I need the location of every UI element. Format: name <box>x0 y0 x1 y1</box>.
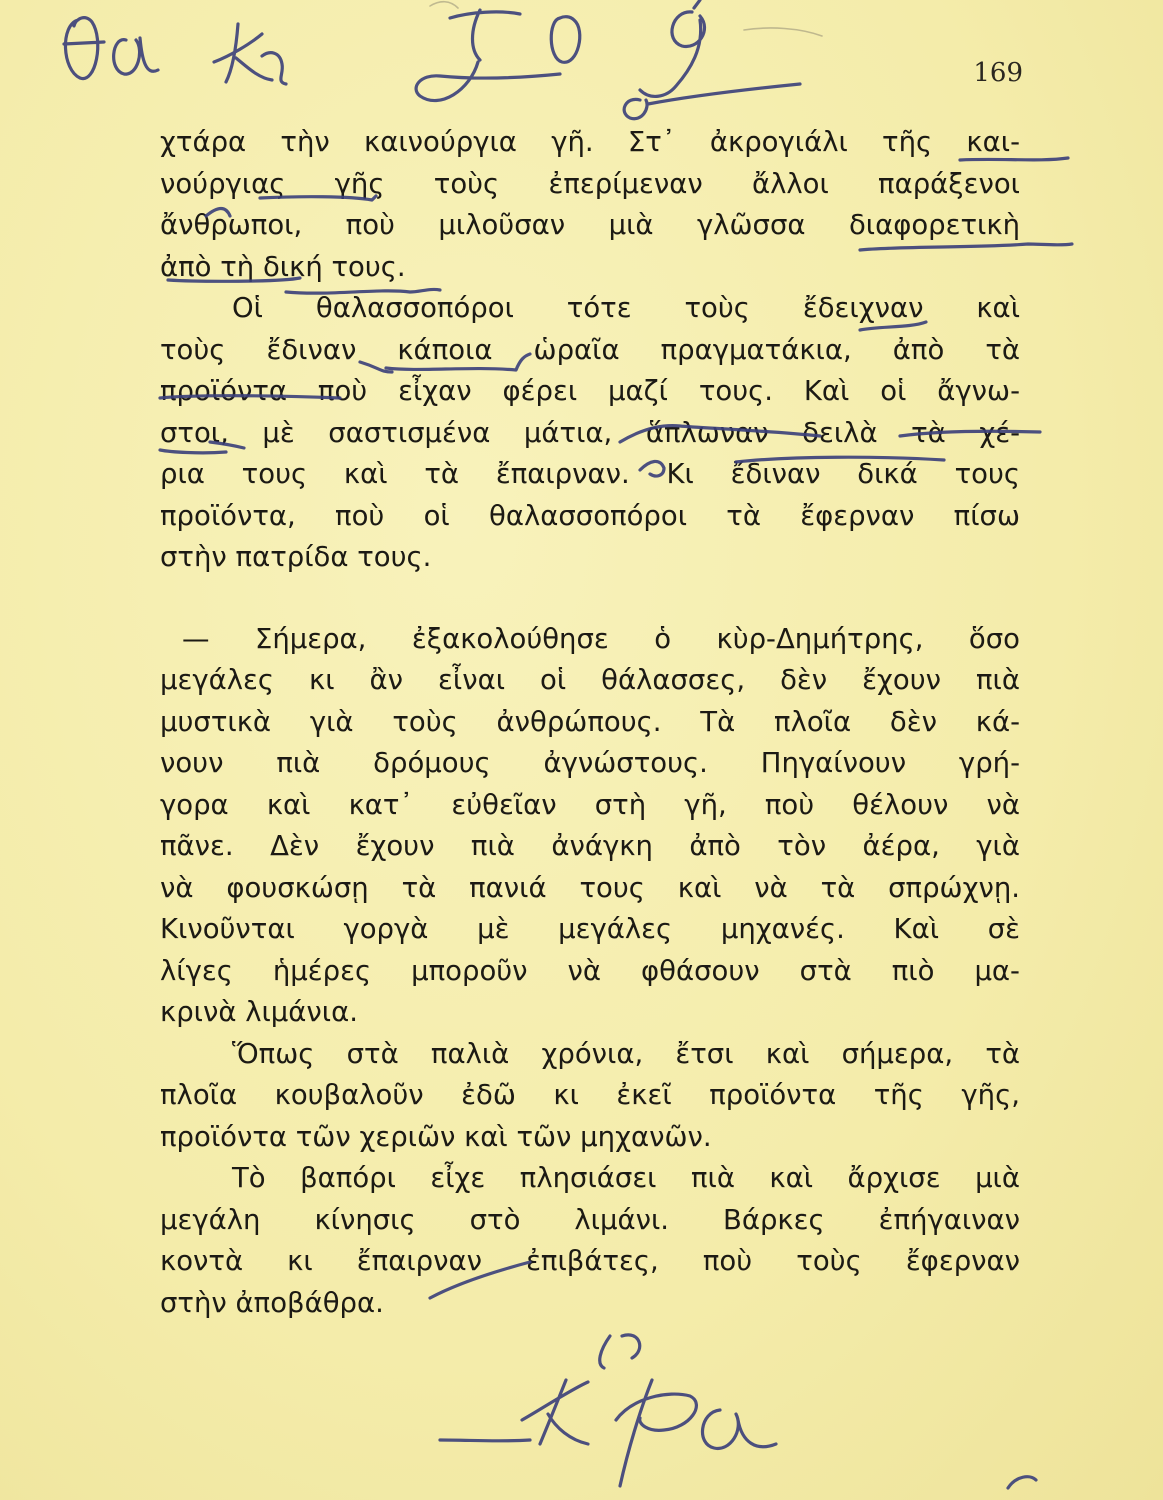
paragraph <box>160 1158 1020 1324</box>
handwriting-mark <box>616 1380 696 1486</box>
handwriting-mark <box>1008 1477 1036 1488</box>
text-line: — Σήμερα, ἐξακολούθησε ὁ κὺρ-Δημήτρης, ὅσο <box>182 622 1020 655</box>
text-line: μυστικὰ γιὰ τοὺς ἀνθρώπους. Τὰ πλοῖα δὲν κά- <box>160 705 1020 738</box>
handwriting-mark <box>262 53 286 84</box>
handwriting-mark <box>640 12 705 96</box>
text-line: κρινὰ λιμάνια. <box>160 996 358 1028</box>
text-line: μεγάλη κίνησις στὸ λιμάνι. Βάρκες ἐπήγαιναν <box>160 1203 1020 1236</box>
text-line: προϊόντα ποὺ εἶχαν φέρει μαζί τους. Καὶ οἱ ἄγνω- <box>160 375 1020 407</box>
paragraph <box>160 1034 1020 1159</box>
text-line: Οἱ θαλασσοπόροι τότε τοὺς ἔδειχναν καὶ <box>232 292 1020 324</box>
text-line: νουν πιὰ δρόμους ἀγνώστους. Πηγαίνουν γρή- <box>160 747 1020 779</box>
text-line: στὴν ἀποβάθρα. <box>160 1286 384 1319</box>
handwriting-mark <box>624 84 800 119</box>
text-line: προϊόντα τῶν χεριῶν καὶ τῶν μηχανῶν. <box>160 1120 712 1153</box>
text-line: Κινοῦνται γοργὰ μὲ μεγάλες μηχανές. Καὶ σὲ <box>160 913 1020 945</box>
text-line: χτάρα τὴν καινούργια γῆ. Στ᾿ ἀκρογιάλι τῆς και- <box>160 126 1020 158</box>
text-line: νὰ φουσκώσῃ τὰ πανιά τους καὶ νὰ τὰ σπρώχνῃ. <box>160 871 1020 904</box>
text-line: στοι, μὲ σαστισμένα μάτια, ἅπλωναν δειλὰ τὰ χέ- <box>160 416 1020 449</box>
text-line: ἀπὸ τὴ δική τους. <box>160 250 406 283</box>
handwriting-mark <box>114 38 158 74</box>
text-line: γορα καὶ κατ᾿ εὐθεῖαν στὴ γῆ, ποὺ θέλουν νὰ <box>160 788 1020 821</box>
text-line: πλοῖα κουβαλοῦν ἐδῶ κι ἐκεῖ προϊόντα τῆς γῆς, <box>160 1079 1020 1111</box>
text-line: Τὸ βαπόρι εἶχε πλησιάσει πιὰ καὶ ἄρχισε μιὰ <box>232 1162 1020 1194</box>
handwriting-mark <box>600 1335 640 1368</box>
handwriting-mark <box>703 1410 776 1448</box>
text-line: κοντὰ κι ἔπαιρναν ἐπιβάτες, ποὺ τοὺς ἔφερναν <box>160 1245 1020 1277</box>
page-number: 169 <box>973 58 1023 88</box>
text-line: προϊόντα, ποὺ οἱ θαλασσοπόροι τὰ ἔφερναν πίσω <box>160 499 1020 532</box>
handwriting-mark <box>522 1380 588 1444</box>
paragraph <box>160 619 1020 1034</box>
text-line: ἄνθρωποι, ποὺ μιλοῦσαν μιὰ γλῶσσα διαφορετικὴ <box>160 209 1020 241</box>
handwriting-mark <box>440 1440 530 1441</box>
text-line: ρια τους καὶ τὰ ἔπαιρναν. Κι ἔδιναν δικά τους <box>160 458 1020 490</box>
text-line: στὴν πατρίδα τους. <box>160 541 432 573</box>
text-line: μεγάλες κι ἂν εἶναι οἱ θάλασσες, δὲν ἔχουν πιὰ <box>160 664 1020 696</box>
pencil-mark <box>430 2 458 8</box>
handwriting-mark <box>694 0 700 8</box>
body-text <box>160 122 1020 1324</box>
paragraph <box>160 288 1020 579</box>
handwriting-mark <box>416 10 560 101</box>
text-line: τοὺς ἔδιναν κάποια ὡραῖα πραγματάκια, ἀπὸ τὰ <box>160 333 1020 366</box>
handwriting-mark <box>214 24 272 82</box>
text-line: πᾶνε. Δὲν ἔχουν πιὰ ἀνάγκη ἀπὸ τὸν ἀέρα, γιὰ <box>160 830 1020 862</box>
paragraph-gap <box>160 579 1020 619</box>
handwriting-mark <box>551 17 580 63</box>
text-line: νούργιας γῆς τοὺς ἐπερίμεναν ἄλλοι παράξενοι <box>160 167 1020 200</box>
text-line: λίγες ἡμέρες μποροῦν νὰ φθάσουν στὰ πιὸ μα- <box>160 954 1020 987</box>
pencil-mark <box>744 28 822 36</box>
handwriting-mark <box>64 18 104 79</box>
paragraph <box>160 122 1020 288</box>
text-line: Ὅπως στὰ παλιὰ χρόνια, ἔτσι καὶ σήμερα, τὰ <box>232 1037 1020 1070</box>
